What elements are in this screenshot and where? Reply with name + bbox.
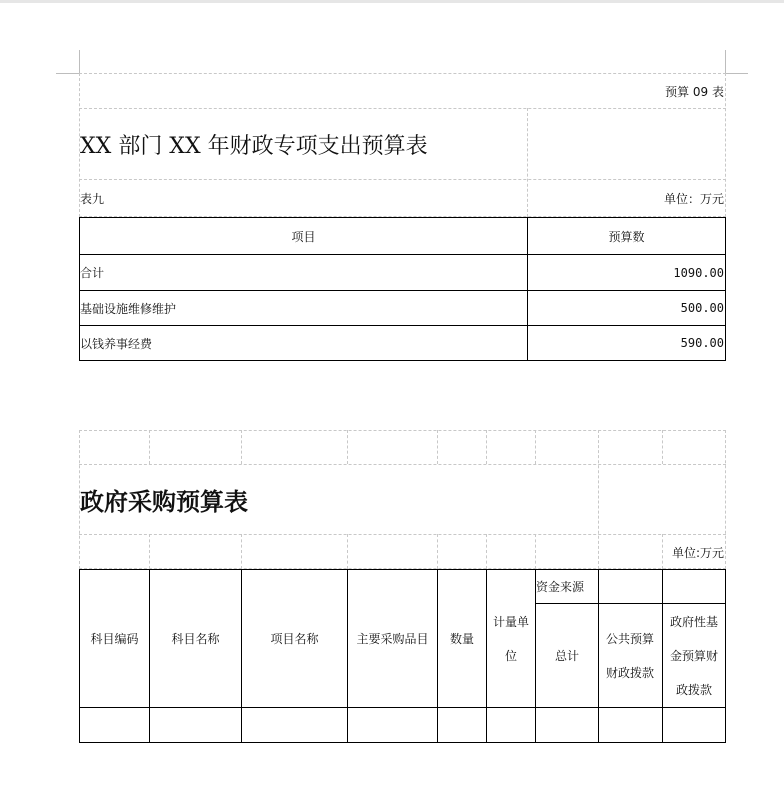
t2-dv-5a bbox=[486, 430, 487, 464]
header-item: 项目 bbox=[291, 229, 316, 244]
row-value-funding: 590.00 bbox=[680, 336, 724, 350]
row-item-funding: 以钱养事经费 bbox=[80, 336, 153, 351]
t2-dv-2a bbox=[241, 430, 242, 464]
row-item-total: 合计 bbox=[80, 266, 105, 280]
header-subject-name: 科目名称 bbox=[171, 632, 220, 646]
row-item-infrastructure: 基础设施维修维护 bbox=[80, 301, 177, 316]
t2-dv-8a bbox=[662, 430, 663, 464]
header-gov-fund: 政府性基金预算财政拨款 bbox=[669, 614, 718, 697]
table1-dashed-col bbox=[527, 108, 528, 217]
table1-title: XX 部门 XX 年财政专项支出预算表 bbox=[80, 133, 428, 159]
header-project-name: 项目名称 bbox=[270, 632, 319, 646]
t2-dv-2c bbox=[241, 534, 242, 569]
t2-dv-1c bbox=[149, 534, 150, 569]
header-subject-code: 科目编码 bbox=[90, 632, 139, 646]
t2-dv-3c bbox=[347, 534, 348, 569]
row-value-total: 1090.00 bbox=[673, 265, 724, 280]
crop-mark-right-h bbox=[726, 73, 748, 74]
t2-line-header-bottom bbox=[79, 707, 726, 708]
header-budget: 预算数 bbox=[608, 229, 645, 244]
t2-line-bottom bbox=[79, 742, 726, 743]
crop-mark-left-v bbox=[79, 50, 80, 73]
header-public-budget: 公共预算财政拨款 bbox=[605, 631, 654, 680]
t2-dv-6c bbox=[535, 534, 536, 569]
table-code-label: 预算 09 表 bbox=[665, 84, 724, 99]
header-main-items: 主要采购品目 bbox=[356, 632, 429, 646]
t2-dv-7a bbox=[598, 430, 599, 569]
table1-line-right bbox=[725, 217, 726, 361]
t2-dv-1a bbox=[149, 430, 150, 464]
header-quantity: 数量 bbox=[449, 632, 474, 646]
t2-sv-5 bbox=[486, 569, 487, 743]
t2-dv-4c bbox=[437, 534, 438, 569]
header-unit-of-measure: 计量单位 bbox=[492, 614, 529, 663]
t2-sv-8 bbox=[662, 569, 663, 743]
top-border-strip bbox=[0, 0, 784, 3]
t2-dv-3a bbox=[347, 430, 348, 464]
row-value-infrastructure: 500.00 bbox=[680, 301, 724, 315]
crop-mark-right-v bbox=[725, 50, 726, 73]
table2-title: 政府采购预算表 bbox=[80, 487, 248, 516]
table1-line-bottom bbox=[79, 360, 726, 361]
t2-sv-7 bbox=[598, 569, 599, 743]
table1-unit-label: 单位：万元 bbox=[663, 192, 724, 206]
crop-mark-left-h bbox=[56, 73, 79, 74]
t2-sv-9 bbox=[725, 569, 726, 743]
t2-dv-8c bbox=[662, 534, 663, 569]
table2-unit-label: 单位:万元 bbox=[671, 545, 724, 560]
header-fund-source: 资金来源 bbox=[536, 580, 585, 594]
t2-dv-5c bbox=[486, 534, 487, 569]
header-total: 总计 bbox=[554, 649, 579, 663]
table1-sub-label: 表九 bbox=[80, 192, 105, 206]
t2-dv-6a bbox=[535, 430, 536, 464]
table2-dashed-row-2 bbox=[79, 534, 726, 535]
t2-dv-4a bbox=[437, 430, 438, 464]
